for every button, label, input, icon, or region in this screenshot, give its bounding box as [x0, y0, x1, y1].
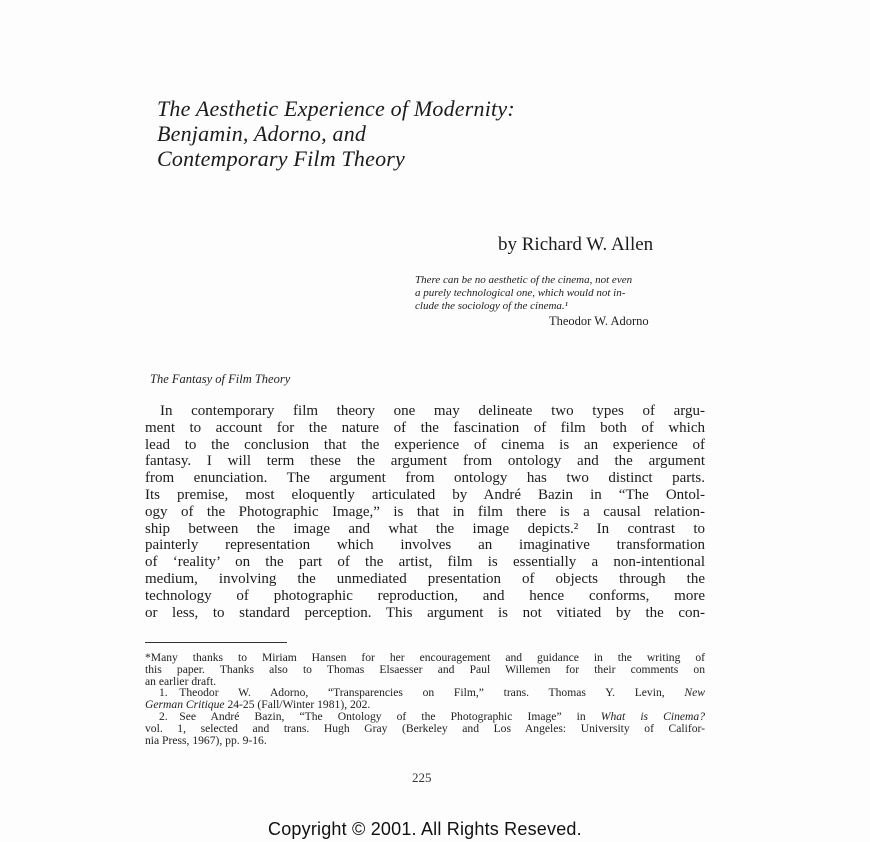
footnote-1-text: 24-25 (Fall/Winter 1981), 202.	[227, 698, 371, 712]
section-heading: The Fantasy of Film Theory	[150, 372, 291, 386]
article-title	[157, 96, 515, 171]
epigraph-attribution: Theodor W. Adorno	[549, 314, 649, 328]
footnote-line: this paper. Thanks also to Thomas Elsaesser and Paul Willemen for their comments on	[145, 662, 705, 676]
footnote-2-line	[145, 711, 705, 723]
body-line: lead to the conclusion that the experience of cinema is an experience of	[145, 436, 705, 453]
epigraph-line: There can be no aesthetic of the cinema, not even	[415, 274, 633, 286]
body-line: Its premise, most eloquently articulated by André Bazin in “The Ontol-	[145, 486, 705, 503]
body-line: technology of photographic reproduction, and hence conforms, more	[145, 587, 705, 604]
title-line: Benjamin, Adorno, and	[157, 121, 367, 146]
footnote-1-text: 1. Theodor W. Adorno, “Transparencies on Film,” trans. Thomas Y. Levin,	[159, 686, 665, 700]
page-number: 225	[412, 770, 432, 785]
epigraph-line: clude the sociology of the cinema.¹	[415, 300, 568, 312]
byline: by Richard W. Allen	[498, 234, 654, 255]
body-paragraph	[145, 403, 705, 621]
body-line: or less, to standard perception. This argument is not vitiated by the con-	[145, 604, 705, 621]
body-line: of ‘reality’ on the part of the artist, film is essentially a non-intentional	[145, 554, 705, 571]
body-line: ogy of the Photographic Image,” is that in film there is a causal relation-	[145, 503, 705, 520]
body-line: ment to account for the nature of the fascination of film both of which	[145, 419, 705, 436]
footnote-line: an earlier draft.	[145, 674, 217, 688]
footnote-2-line: nia Press, 1967), pp. 9-16.	[145, 733, 267, 747]
body-line: from enunciation. The argument from ontology has two distinct parts.	[145, 470, 705, 487]
epigraph	[415, 274, 725, 313]
title-line: The Aesthetic Experience of Modernity:	[157, 96, 515, 121]
body-line: medium, involving the unmediated presentation of objects through the	[145, 570, 705, 587]
footnote-line: *Many thanks to Miriam Hansen for her encouragement and guidance in the writing of	[145, 651, 705, 664]
footnote-2-text: 2. See André Bazin, “The Ontology of the Photographic Image” in	[159, 709, 586, 723]
body-line: ship between the image and what the image depicts.² In contrast to	[145, 520, 705, 537]
body-line: fantasy. I will term these the argument from ontology and the argument	[145, 453, 705, 470]
footnote-divider	[145, 642, 287, 643]
journal-title: New	[684, 686, 705, 700]
body-line: In contemporary film theory one may delineate two types of argu-	[160, 403, 705, 419]
epigraph-line: a purely technological one, which would not in-	[415, 287, 626, 299]
footnotes	[145, 652, 705, 746]
journal-title: German Critique	[145, 698, 225, 712]
copyright-notice: Copyright © 2001. All Rights Reseved.	[268, 819, 582, 839]
body-line: painterly representation which involves an imaginative transformation	[145, 537, 705, 554]
footnote-2-line: vol. 1, selected and trans. Hugh Gray (Berkeley and Los Angeles: University of Califor-	[145, 721, 705, 735]
title-line: Contemporary Film Theory	[157, 146, 406, 171]
book-title: What is Cinema?	[600, 709, 705, 723]
